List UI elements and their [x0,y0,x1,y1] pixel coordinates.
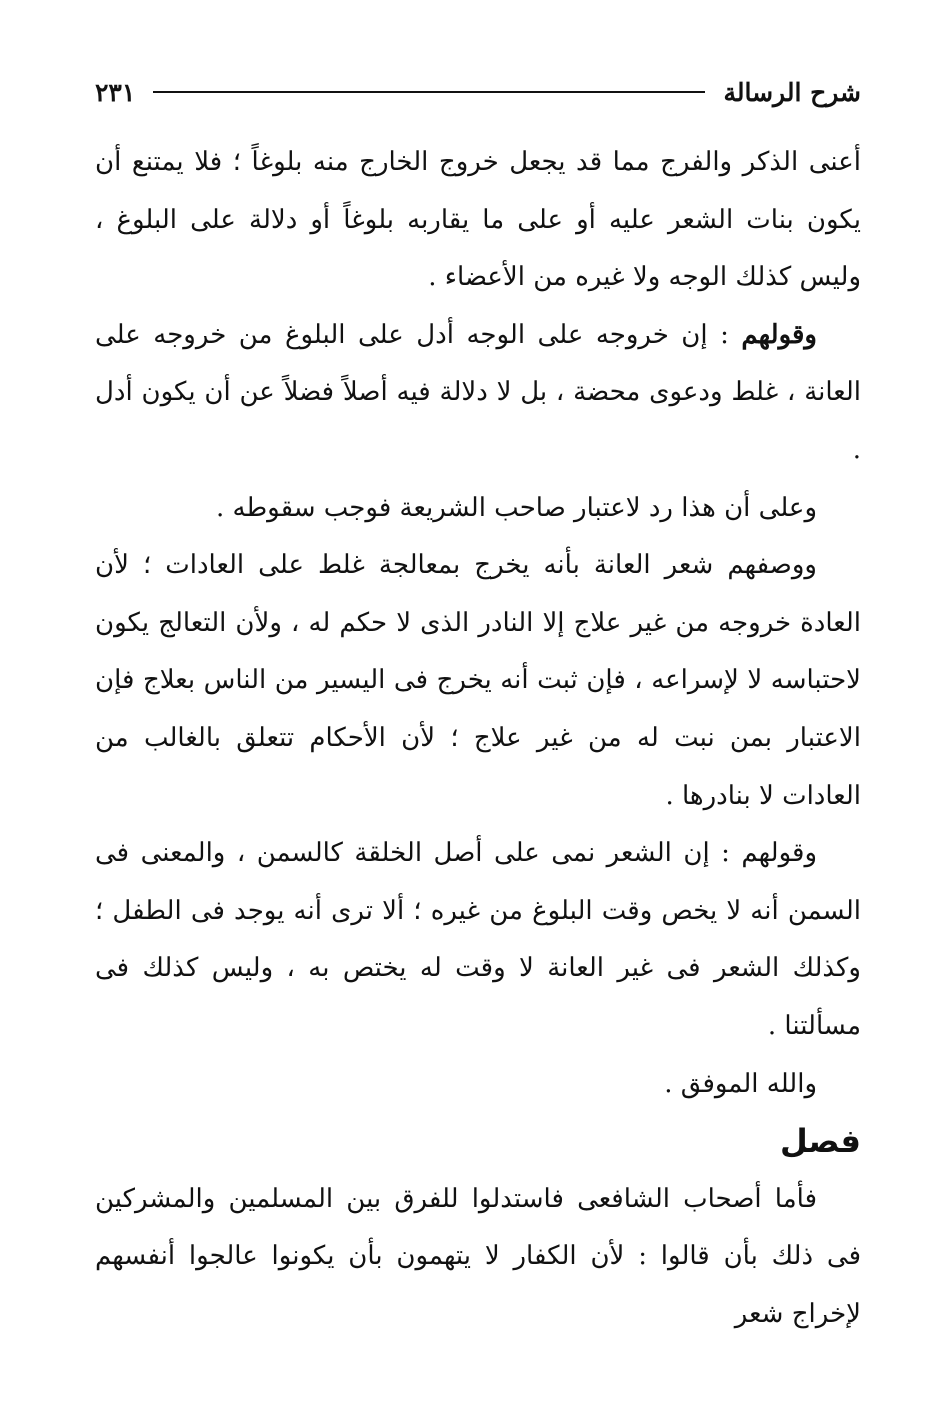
body-text [95,134,861,1343]
paragraph [95,134,861,307]
page-number: ٢٣١ [95,77,136,107]
paragraph-text: : إن خروجه على الوجه أدل على البلوغ من خروجه على العانة ، غلط ودعوى محضة ، بل لا دلالة فيه أصلاً فضلاً عن أن يكون أدل . [95,319,861,465]
paragraph [95,537,861,825]
paragraph [95,825,861,1055]
header-rule [153,91,705,93]
paragraph-text: فأما أصحاب الشافعى فاستدلوا للفرق بين المسلمين والمشركين فى ذلك بأن قالوا : لأن الكفار لا يتهمون بأن يكونوا عالجوا أنفسهم لإخراج شعر [95,1183,861,1329]
paragraph-text: أعنى الذكر والفرج مما قد يجعل خروج الخارج منه بلوغاً ؛ فلا يمتنع أن يكون بنات الشعر عليه أو على ما يقاربه بلوغاً أو دلالة على البلوغ ، وليس كذلك الوجه ولا غيره من الأعضاء . [95,147,861,293]
paragraph-text: ووصفهم شعر العانة بأنه يخرج بمعالجة غلط على العادات ؛ لأن العادة خروجه من غير علاج إلا النادر الذى لا حكم له ، ولأن التعالج يكون لاحتباسه لا لإسراعه ، فإن ثبت أنه يخرج فى اليسير من الناس بعلاج فإن الاعتبار بمن نبت له من غير علاج ؛ لأن الأحكام تتعلق بالغالب من العادات لا بنادرها . [95,550,861,811]
paragraph-text: وعلى أن هذا رد لاعتبار صاحب الشريعة فوجب سقوطه . [215,492,817,523]
section-heading: فصل [779,1122,861,1161]
header-title: شرح الرسالة [723,77,861,107]
paragraph-text: وقولهم : إن الشعر نمى على أصل الخلقة كالسمن ، والمعنى فى السمن أنه لا يخص وقت البلوغ من غيره ؛ ألا ترى أنه يوجد فى الطفل ؛ وكذلك الشعر فى غير العانة لا وقت له يختص به ، وليس كذلك فى مسألتنا . [95,838,861,1041]
paragraph [95,1056,861,1114]
paragraph [95,307,861,480]
paragraph [95,1171,861,1344]
paragraph [95,480,861,538]
running-header [95,70,861,114]
document-page [95,70,861,1343]
paragraph-text: والله الموفق . [664,1068,817,1099]
paragraph-lead: وقولهم [741,319,817,350]
